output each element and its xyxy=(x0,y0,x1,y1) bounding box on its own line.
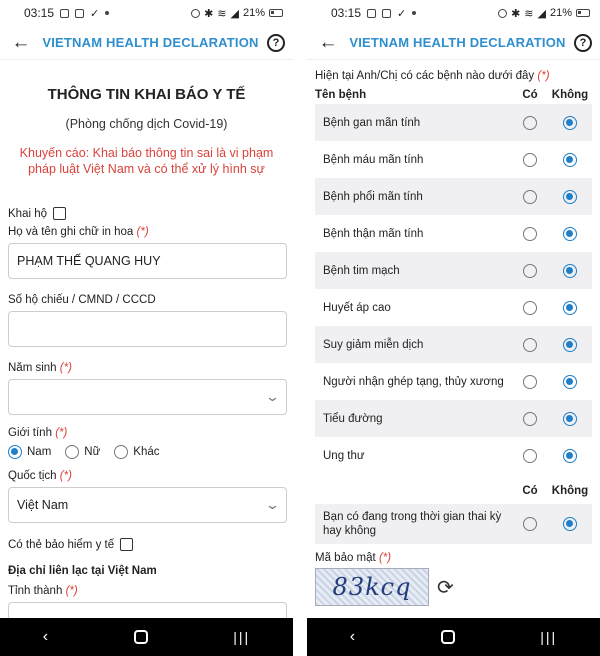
pregnancy-question: Bạn có đang trong thời gian thai kỳ hay không xyxy=(323,511,502,537)
disease-row xyxy=(315,178,592,215)
dot-icon xyxy=(412,11,416,15)
passport-input[interactable] xyxy=(8,311,287,347)
help-icon[interactable]: ? xyxy=(574,34,592,52)
radio-selected-icon[interactable] xyxy=(563,338,577,352)
col-yes: Có xyxy=(522,89,538,101)
radio-selected-icon[interactable] xyxy=(563,153,577,167)
nav-recent-icon[interactable]: ||| xyxy=(540,629,558,645)
disease-row xyxy=(315,141,592,178)
alarm-icon xyxy=(191,9,200,18)
nav-back-icon[interactable]: ‹ xyxy=(42,628,49,645)
disease-row xyxy=(315,326,592,363)
radio-icon[interactable] xyxy=(523,264,537,278)
radio-selected-icon[interactable] xyxy=(563,227,577,241)
radio-icon[interactable] xyxy=(523,517,537,531)
radio-icon[interactable] xyxy=(523,153,537,167)
gallery-icon xyxy=(367,9,376,18)
disease-name: Bệnh máu mãn tính xyxy=(323,153,424,166)
nationality-label-row xyxy=(8,470,285,482)
col-no: Không xyxy=(551,89,589,101)
message-icon xyxy=(382,9,391,18)
radio-selected-icon[interactable] xyxy=(563,449,577,463)
name-label: Họ và tên ghi chữ in hoa xyxy=(8,226,134,238)
khai-ho-label: Khai hộ xyxy=(8,207,48,220)
disease-table-header xyxy=(315,86,592,104)
dot-icon xyxy=(105,11,109,15)
gender-nam-label: Nam xyxy=(27,446,52,458)
battery-icon xyxy=(576,9,590,17)
name-value: PHẠM THẾ QUANG HUY xyxy=(17,254,161,268)
radio-icon[interactable] xyxy=(523,449,537,463)
disease-row xyxy=(315,104,592,141)
disease-name: Tiểu đường xyxy=(323,412,383,425)
province-label-row xyxy=(8,585,285,597)
radio-selected-icon[interactable] xyxy=(563,190,577,204)
signal-icon: ◢ xyxy=(537,7,546,20)
radio-icon[interactable] xyxy=(523,116,537,130)
system-nav-bar xyxy=(0,618,293,656)
signal-icon: ◢ xyxy=(230,7,239,20)
disease-name: Bệnh phổi mãn tính xyxy=(323,190,423,203)
nav-recent-icon[interactable]: ||| xyxy=(233,629,251,645)
required-mark: (*) xyxy=(55,427,68,439)
col-disease-name: Tên bệnh xyxy=(315,89,367,101)
back-arrow-icon[interactable]: ← xyxy=(318,31,338,53)
insurance-label: Có thẻ bảo hiểm y tế xyxy=(8,538,115,551)
gender-label-row xyxy=(8,427,285,439)
radio-icon[interactable] xyxy=(523,190,537,204)
nav-home-icon[interactable] xyxy=(134,630,148,644)
birth-year-label-row xyxy=(8,362,285,374)
wifi-icon: ≋ xyxy=(524,7,534,20)
disease-row xyxy=(315,252,592,289)
help-icon[interactable]: ? xyxy=(267,34,285,52)
required-mark: (*) xyxy=(59,470,72,482)
radio-selected-icon[interactable] xyxy=(563,412,577,426)
app-title: VIETNAM HEALTH DECLARATION xyxy=(349,35,566,50)
pregnancy-row xyxy=(315,504,592,544)
required-mark: (*) xyxy=(378,552,392,564)
app-title: VIETNAM HEALTH DECLARATION xyxy=(42,35,259,50)
check-icon: ✓ xyxy=(397,7,407,20)
required-mark: (*) xyxy=(537,70,550,82)
refresh-icon[interactable]: ⟳ xyxy=(437,576,454,599)
gender-option-nam[interactable] xyxy=(8,445,51,459)
nationality-value: Việt Nam xyxy=(17,498,69,512)
disease-row xyxy=(315,363,592,400)
disease-name: Bệnh tim mạch xyxy=(323,264,400,277)
radio-icon[interactable] xyxy=(114,445,128,459)
disease-name: Huyết áp cao xyxy=(323,301,391,314)
birth-year-label: Năm sinh xyxy=(8,362,57,374)
required-mark: (*) xyxy=(136,226,149,238)
disease-row xyxy=(315,289,592,326)
gender-nu-label: Nữ xyxy=(84,446,101,458)
gender-option-nu[interactable] xyxy=(65,445,100,459)
nav-home-icon[interactable] xyxy=(441,630,455,644)
required-mark: (*) xyxy=(59,362,72,374)
right-phone-screen xyxy=(307,0,600,656)
col-no: Không xyxy=(551,485,589,497)
back-arrow-icon[interactable]: ← xyxy=(11,31,31,53)
check-icon: ✓ xyxy=(90,7,100,20)
disease-section xyxy=(307,70,600,606)
disease-row xyxy=(315,215,592,252)
alarm-icon xyxy=(498,9,507,18)
gender-khac-label: Khác xyxy=(133,446,160,458)
form-subheading: (Phòng chống dịch Covid-19) xyxy=(65,117,228,131)
battery-percent: 21% xyxy=(242,7,265,19)
radio-icon[interactable] xyxy=(523,412,537,426)
gallery-icon xyxy=(60,9,69,18)
passport-label: Số hộ chiếu / CMND / CCCD xyxy=(8,294,156,306)
app-bar xyxy=(307,26,600,60)
captcha-image: 83kcq xyxy=(315,568,429,606)
disease-name: Bệnh thận mãn tính xyxy=(323,227,424,240)
security-label: Mã bảo mật xyxy=(315,552,376,564)
disease-name: Bệnh gan mãn tính xyxy=(323,116,421,129)
radio-icon[interactable] xyxy=(523,375,537,389)
radio-selected-icon[interactable] xyxy=(563,301,577,315)
nationality-select[interactable] xyxy=(8,487,287,523)
disease-row xyxy=(315,437,592,474)
insurance-checkbox[interactable] xyxy=(120,538,133,551)
radio-selected-icon[interactable] xyxy=(8,445,22,459)
message-icon xyxy=(75,9,84,18)
battery-icon xyxy=(269,9,283,17)
nav-back-icon[interactable]: ‹ xyxy=(349,628,356,645)
form-heading: THÔNG TIN KHAI BÁO Y TẾ xyxy=(47,86,246,103)
status-time: 03:15 xyxy=(331,6,362,20)
security-label-row xyxy=(315,552,592,564)
radio-selected-icon[interactable] xyxy=(563,517,577,531)
system-nav-bar xyxy=(307,618,600,656)
gender-options xyxy=(8,445,285,459)
disease-name: Suy giảm miễn dịch xyxy=(323,338,424,351)
disease-list xyxy=(315,104,592,474)
captcha-row xyxy=(315,568,592,606)
disease-question: Hiện tại Anh/Chị có các bệnh nào dưới đây xyxy=(315,70,535,82)
radio-icon[interactable] xyxy=(523,301,537,315)
radio-icon[interactable] xyxy=(523,227,537,241)
name-input[interactable] xyxy=(8,243,287,279)
chevron-down-icon: ⌄ xyxy=(264,389,281,404)
gender-option-khac[interactable] xyxy=(114,445,159,459)
bluetooth-icon: ✱ xyxy=(511,7,521,20)
gender-label: Giới tính xyxy=(8,427,52,439)
nationality-label: Quốc tịch xyxy=(8,470,57,482)
status-bar xyxy=(0,0,293,26)
disease-name: Ung thư xyxy=(323,449,365,462)
radio-icon[interactable] xyxy=(65,445,79,459)
name-label-row xyxy=(8,226,285,238)
chevron-down-icon: ⌄ xyxy=(264,497,281,512)
radio-selected-icon[interactable] xyxy=(563,375,577,389)
battery-percent: 21% xyxy=(549,7,572,19)
disease-row xyxy=(315,400,592,437)
col-yes: Có xyxy=(522,485,538,497)
birth-year-select[interactable] xyxy=(8,379,287,415)
disease-question-row xyxy=(315,70,592,82)
pregnancy-header xyxy=(315,482,592,500)
app-bar xyxy=(0,26,293,60)
warning-text: Khuyến cáo: Khai báo thông tin sai là vi phạm pháp luật Việt Nam và có thể xử lý hình sự xyxy=(19,146,274,176)
radio-selected-icon[interactable] xyxy=(563,264,577,278)
required-mark: (*) xyxy=(65,585,78,597)
wifi-icon: ≋ xyxy=(217,7,227,20)
left-phone-screen xyxy=(0,0,293,656)
declaration-form xyxy=(0,86,293,638)
province-label: Tỉnh thành xyxy=(8,585,63,597)
disease-name: Người nhận ghép tạng, thủy xương xyxy=(323,375,504,388)
radio-icon[interactable] xyxy=(523,338,537,352)
status-bar xyxy=(307,0,600,26)
khai-ho-checkbox[interactable] xyxy=(53,207,66,220)
address-section-title: Địa chỉ liên lạc tại Việt Nam xyxy=(8,565,157,577)
radio-selected-icon[interactable] xyxy=(563,116,577,130)
bluetooth-icon: ✱ xyxy=(204,7,214,20)
status-time: 03:15 xyxy=(24,6,55,20)
